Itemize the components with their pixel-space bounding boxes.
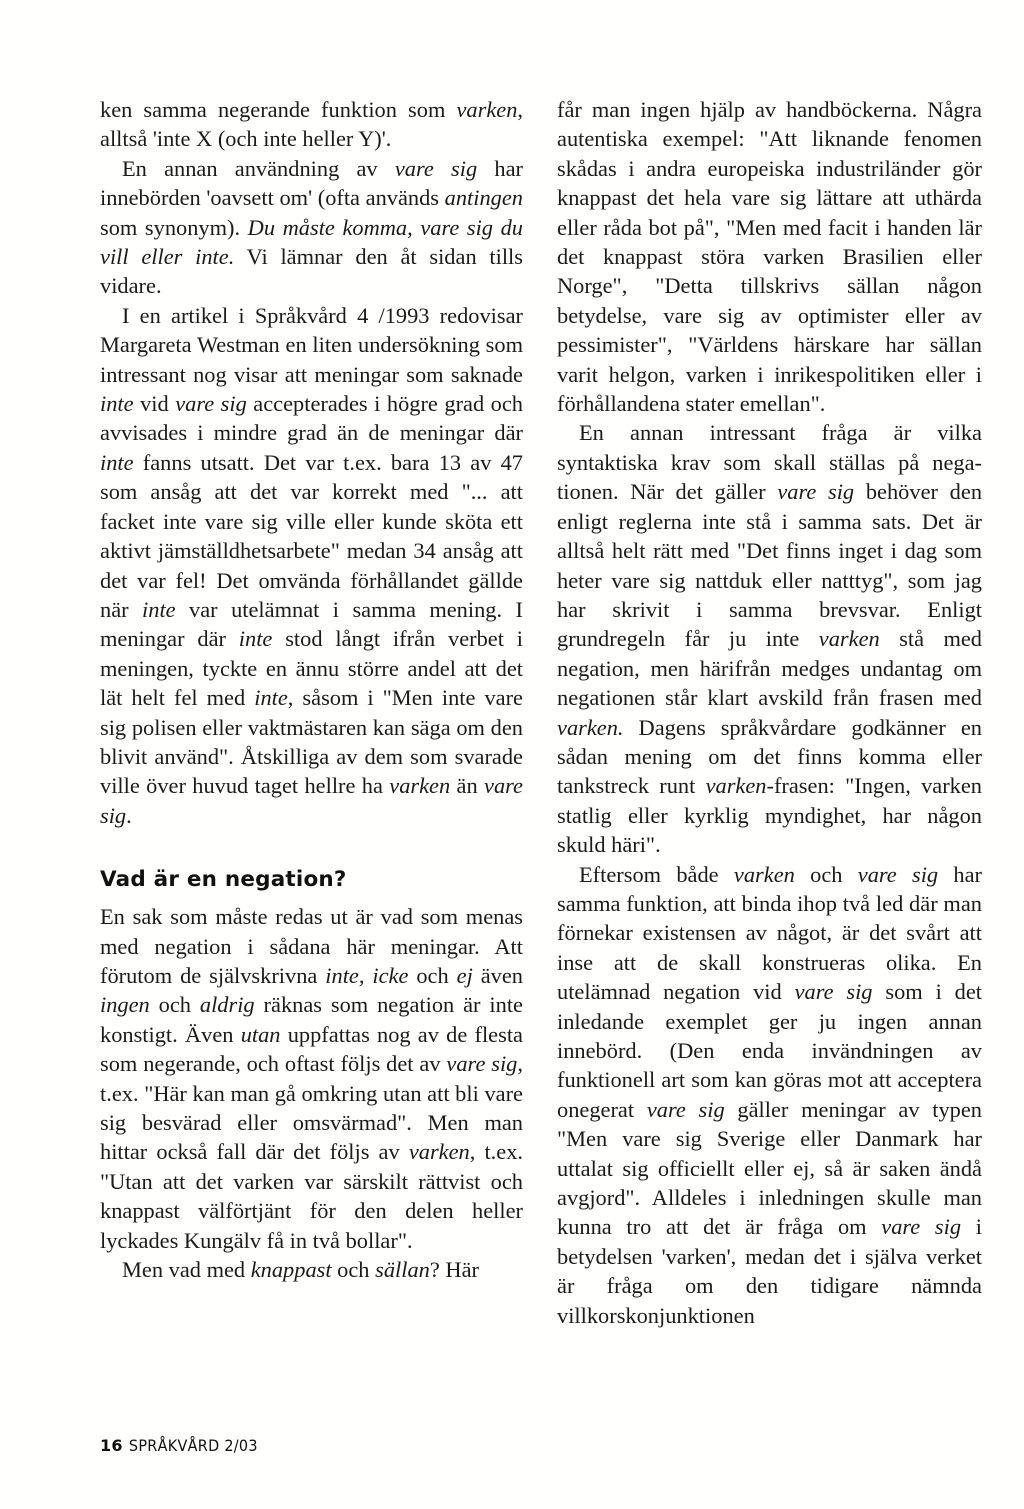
italic-term: inte <box>142 596 176 622</box>
italic-term: vare sig <box>394 155 478 181</box>
text: behöver den enligt reglerna inte stå i samma sats. Det är alltså helt rätt med "Det finns inget i dag som heter vare sig nattduk eller natttyg", som jag har skrivit i samma brevsvar. Enligt grundregeln får ju inte <box>557 479 983 652</box>
text: var utelämnat i samma mening. I meningar där <box>100 596 523 652</box>
italic-term: utan <box>240 1021 281 1047</box>
text: och <box>149 992 200 1018</box>
text: och <box>794 861 858 887</box>
text: fanns utsatt. Det var t.ex. bara 13 av 47 som ansåg att det var korrekt med "... att facket inte vare sig ville eller kunde sköta ett aktivt jämställdhetsarbete" medan 34 ansåg att det var fel! Det omvända förhållandet gällde när <box>100 449 523 622</box>
paragraph <box>100 902 523 1255</box>
text: stod långt ifrån verbet i meningen, tyckte en ännu större andel att det lät helt fel med <box>100 626 524 711</box>
italic-term: vare sig <box>881 1214 962 1240</box>
italic-term: antingen <box>444 185 523 211</box>
italic-term: knappast <box>250 1257 332 1283</box>
italic-term: ej <box>456 962 473 988</box>
text: vid <box>133 391 176 417</box>
paragraph <box>100 95 523 154</box>
italic-term: vare sig <box>646 1096 725 1122</box>
italic-term: sällan <box>375 1257 430 1283</box>
text: har samma funktion, att binda ihop två led där man förnekar existensen av något, är det svårt att inse att de skall konstrueras olika. En utelämnad negation vid <box>557 861 982 1005</box>
italic-term: inte <box>254 685 288 711</box>
text: stå med negation, men härifrån medges undantag om negationen står klart avskild från frasen med <box>557 626 982 711</box>
italic-term: vare sig <box>100 773 523 828</box>
text: som synonym). <box>100 214 248 240</box>
text: I en artikel i Språkvård 4 /1993 redovisar Margareta Westman en liten undersökning som intressant nog visar att meningar som saknade <box>100 302 523 387</box>
text: än <box>450 773 485 799</box>
paragraph <box>557 418 982 859</box>
text: även <box>472 962 523 988</box>
paragraph <box>100 154 523 301</box>
text: , såsom i "Men inte vare sig polisen eller vaktmästaren kan säga om den blivit använd". Åtskilliga av dem som svarade ville över huvud taget hellre ha <box>100 685 523 799</box>
text: , t.ex. "Här kan man gå omkring utan att bli vare sig besvärad eller omsvärmad". Men man hittar också fall där det följs av <box>100 1051 523 1165</box>
italic-term: varken <box>733 861 795 887</box>
right-column <box>557 95 982 1330</box>
italic-term: varken <box>389 773 451 799</box>
text: accepterades i högre grad och avvisades i mindre grad än de meningar där <box>100 391 523 446</box>
italic-term: varken <box>705 773 767 799</box>
italic-term: inte <box>100 449 134 475</box>
page-number: 16 <box>100 1436 123 1455</box>
italic-term: vare sig <box>446 1051 518 1077</box>
italic-term: inte, icke <box>325 962 409 988</box>
italic-term: vare sig <box>777 479 855 505</box>
text: har innebörden 'oavsett om' (ofta används <box>100 155 524 211</box>
paragraph <box>100 301 523 830</box>
italic-term: ingen <box>100 992 150 1018</box>
text: Eftersom både <box>579 861 734 887</box>
page-footer <box>100 1436 258 1455</box>
text: ken samma negerande funktion som <box>100 97 457 122</box>
italic-example: Du måste komma, vare sig du vill eller inte. <box>100 214 523 270</box>
text: , alltså 'inte X (och inte heller Y)'. <box>100 97 523 152</box>
italic-term: aldrig <box>199 992 255 1018</box>
italic-term: vare sig <box>857 861 939 887</box>
text: . <box>126 802 132 828</box>
italic-term: varken <box>408 1139 470 1165</box>
italic-term: vare sig <box>175 391 247 417</box>
paragraph: får man ingen hjälp av handböckerna. Några autentiska exempel: "Att liknande fenomen skådas i andra europeiska industriländer gör knappast det hela vare sig lättare att uthärda eller råda bot på", "Men med facit i handen lär det knappast störa varken Brasilien eller Norge", "Detta tillskrivs sällan någon betydelse, vare sig av optimister eller av pessimister", "Världens härskare har sällan varit helgon, varken i inrikespolitiken eller i förhållandena stater emellan". <box>557 97 982 417</box>
italic-term: varken. <box>557 714 624 740</box>
text: En annan användning av <box>122 155 395 181</box>
text: , t.ex. "Utan att det varken var särskilt rättvist och knappast välförtjänt för den delen heller lyckades Kungälv få in två bollar". <box>100 1139 524 1253</box>
magazine-issue: SPRÅKVÅRD 2/03 <box>128 1436 258 1455</box>
left-column <box>100 95 523 1284</box>
text: En sak som måste redas ut är vad som menas med negation i sådana här meningar. Att förutom de självskrivna <box>100 904 523 988</box>
text: gäller meningar av typen "Men vare sig Sverige eller Danmark har uttalat sig officiellt eller ej, så är saken ändå avgjord". Alldeles i inledningen skulle man kunna tro att det är fråga om <box>557 1096 983 1240</box>
text: Men vad med <box>122 1257 251 1283</box>
italic-term: inte <box>100 391 134 417</box>
italic-term: vare sig <box>794 979 873 1005</box>
text: och <box>408 962 457 988</box>
text: Dagens språkvårdare godkänner en sådan mening om det finns komma eller tankstreck runt <box>557 714 982 799</box>
section-heading: Vad är en negation? <box>100 867 347 893</box>
text: uppfattas nog av de flesta som negerande, och oftast följs det av <box>100 1021 523 1077</box>
text: och <box>331 1257 376 1283</box>
text: Vi lämnar den åt sidan tills vidare. <box>100 244 523 299</box>
paragraph <box>100 1255 523 1284</box>
paragraph <box>557 860 982 1331</box>
italic-term: inte <box>238 626 273 652</box>
text: -frasen: "Ingen, varken statlig eller kyrklig myndighet, har någon skuld häri". <box>557 773 982 858</box>
text: ? Här <box>429 1257 479 1283</box>
text: räknas som negation är inte konstigt. Även <box>100 992 523 1047</box>
italic-term: varken <box>456 97 518 122</box>
text: i betydelsen 'varken', medan det i själva verket är fråga om den tidigare nämnda villkorskonjunktionen <box>557 1214 982 1328</box>
text: som i det inledande exemplet ger ju ingen annan innebörd. (Den enda invändningen av funktionell art som kan göras mot att acceptera onegerat <box>557 979 982 1122</box>
text: En annan intressant fråga är vilka syntaktiska krav som skall ställas på negationen. När det gäller <box>557 420 982 505</box>
italic-term: varken <box>818 626 880 652</box>
